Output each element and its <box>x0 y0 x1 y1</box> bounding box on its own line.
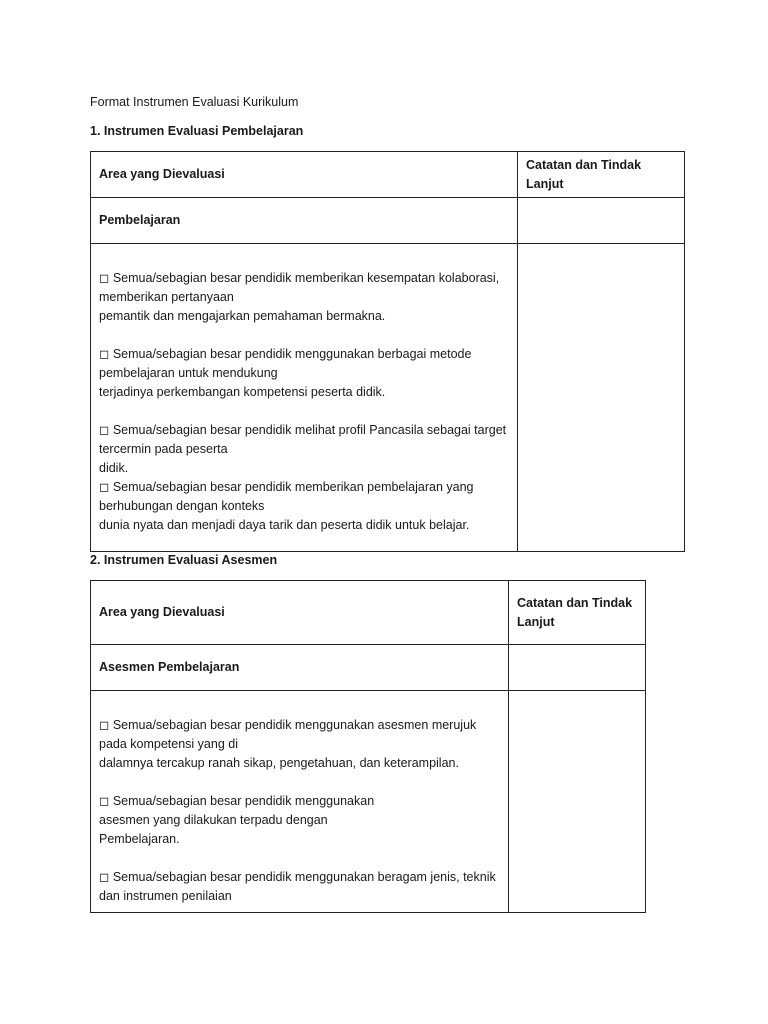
evaluation-table-learning <box>90 151 685 552</box>
checklist-item <box>99 421 509 478</box>
item-line: ◻ Semua/sebagian besar pendidik menggunakan asesmen merujuk <box>99 718 477 732</box>
table-subheading-row <box>91 645 646 691</box>
item-line: pada kompetensi yang di <box>99 737 238 751</box>
notes-cell <box>518 244 685 552</box>
checklist-item <box>99 269 509 345</box>
table-header-row <box>91 152 685 198</box>
item-line: ◻ Semua/sebagian besar pendidik memberikan pembelajaran yang <box>99 480 474 494</box>
document-title: Format Instrumen Evaluasi Kurikulum <box>90 95 299 109</box>
item-line: pembelajaran untuk mendukung <box>99 366 278 380</box>
checklist-item <box>99 716 500 792</box>
header-notes-line: Catatan dan Tindak <box>517 595 633 610</box>
item-line: ◻ Semua/sebagian besar pendidik memberikan kesempatan kolaborasi, <box>99 271 500 285</box>
header-area-cell: Area yang Dievaluasi <box>91 152 518 198</box>
header-notes-cell: Catatan dan Tindak Lanjut <box>518 152 685 198</box>
item-line: tercermin pada peserta <box>99 442 228 456</box>
table-header-row <box>91 581 646 645</box>
notes-cell <box>509 645 646 691</box>
notes-cell <box>509 691 646 913</box>
item-line: ◻ Semua/sebagian besar pendidik menggunakan <box>99 794 375 808</box>
header-notes-line: Lanjut <box>517 614 555 629</box>
item-line: ◻ Semua/sebagian besar pendidik menggunakan berbagai metode <box>99 347 472 361</box>
item-line: dunia nyata dan menjadi daya tarik dan peserta didik untuk belajar. <box>99 518 470 532</box>
table-subheading-row <box>91 198 685 244</box>
item-line: Pembelajaran. <box>99 832 180 846</box>
item-line: memberikan pertanyaan <box>99 290 234 304</box>
subheading-cell: Asesmen Pembelajaran <box>91 645 509 691</box>
items-cell <box>91 244 518 552</box>
table-items-row <box>91 244 685 552</box>
checklist-item <box>99 478 509 535</box>
section-2-heading: 2. Instrumen Evaluasi Asesmen <box>90 553 278 567</box>
item-line: asesmen yang dilakukan terpadu dengan <box>99 813 328 827</box>
header-area-cell: Area yang Dievaluasi <box>91 581 509 645</box>
section-1-heading: 1. Instrumen Evaluasi Pembelajaran <box>90 124 304 138</box>
item-line: dan instrumen penilaian <box>99 889 232 903</box>
item-line: berhubungan dengan konteks <box>99 499 265 513</box>
checklist-item <box>99 345 509 421</box>
notes-cell <box>518 198 685 244</box>
item-line: pemantik dan mengajarkan pemahaman bermakna. <box>99 309 386 323</box>
subheading-cell: Pembelajaran <box>91 198 518 244</box>
items-cell <box>91 691 509 913</box>
checklist-item <box>99 868 500 906</box>
item-line: ◻ Semua/sebagian besar pendidik melihat profil Pancasila sebagai target <box>99 423 507 437</box>
item-line: didik. <box>99 461 129 475</box>
item-line: dalamnya tercakup ranah sikap, pengetahuan, dan keterampilan. <box>99 756 459 770</box>
evaluation-table-assessment <box>90 580 646 913</box>
item-line: terjadinya perkembangan kompetensi peserta didik. <box>99 385 386 399</box>
header-notes-cell <box>509 581 646 645</box>
table-items-row <box>91 691 646 913</box>
checklist-item <box>99 792 500 868</box>
item-line: ◻ Semua/sebagian besar pendidik menggunakan beragam jenis, teknik <box>99 870 496 884</box>
